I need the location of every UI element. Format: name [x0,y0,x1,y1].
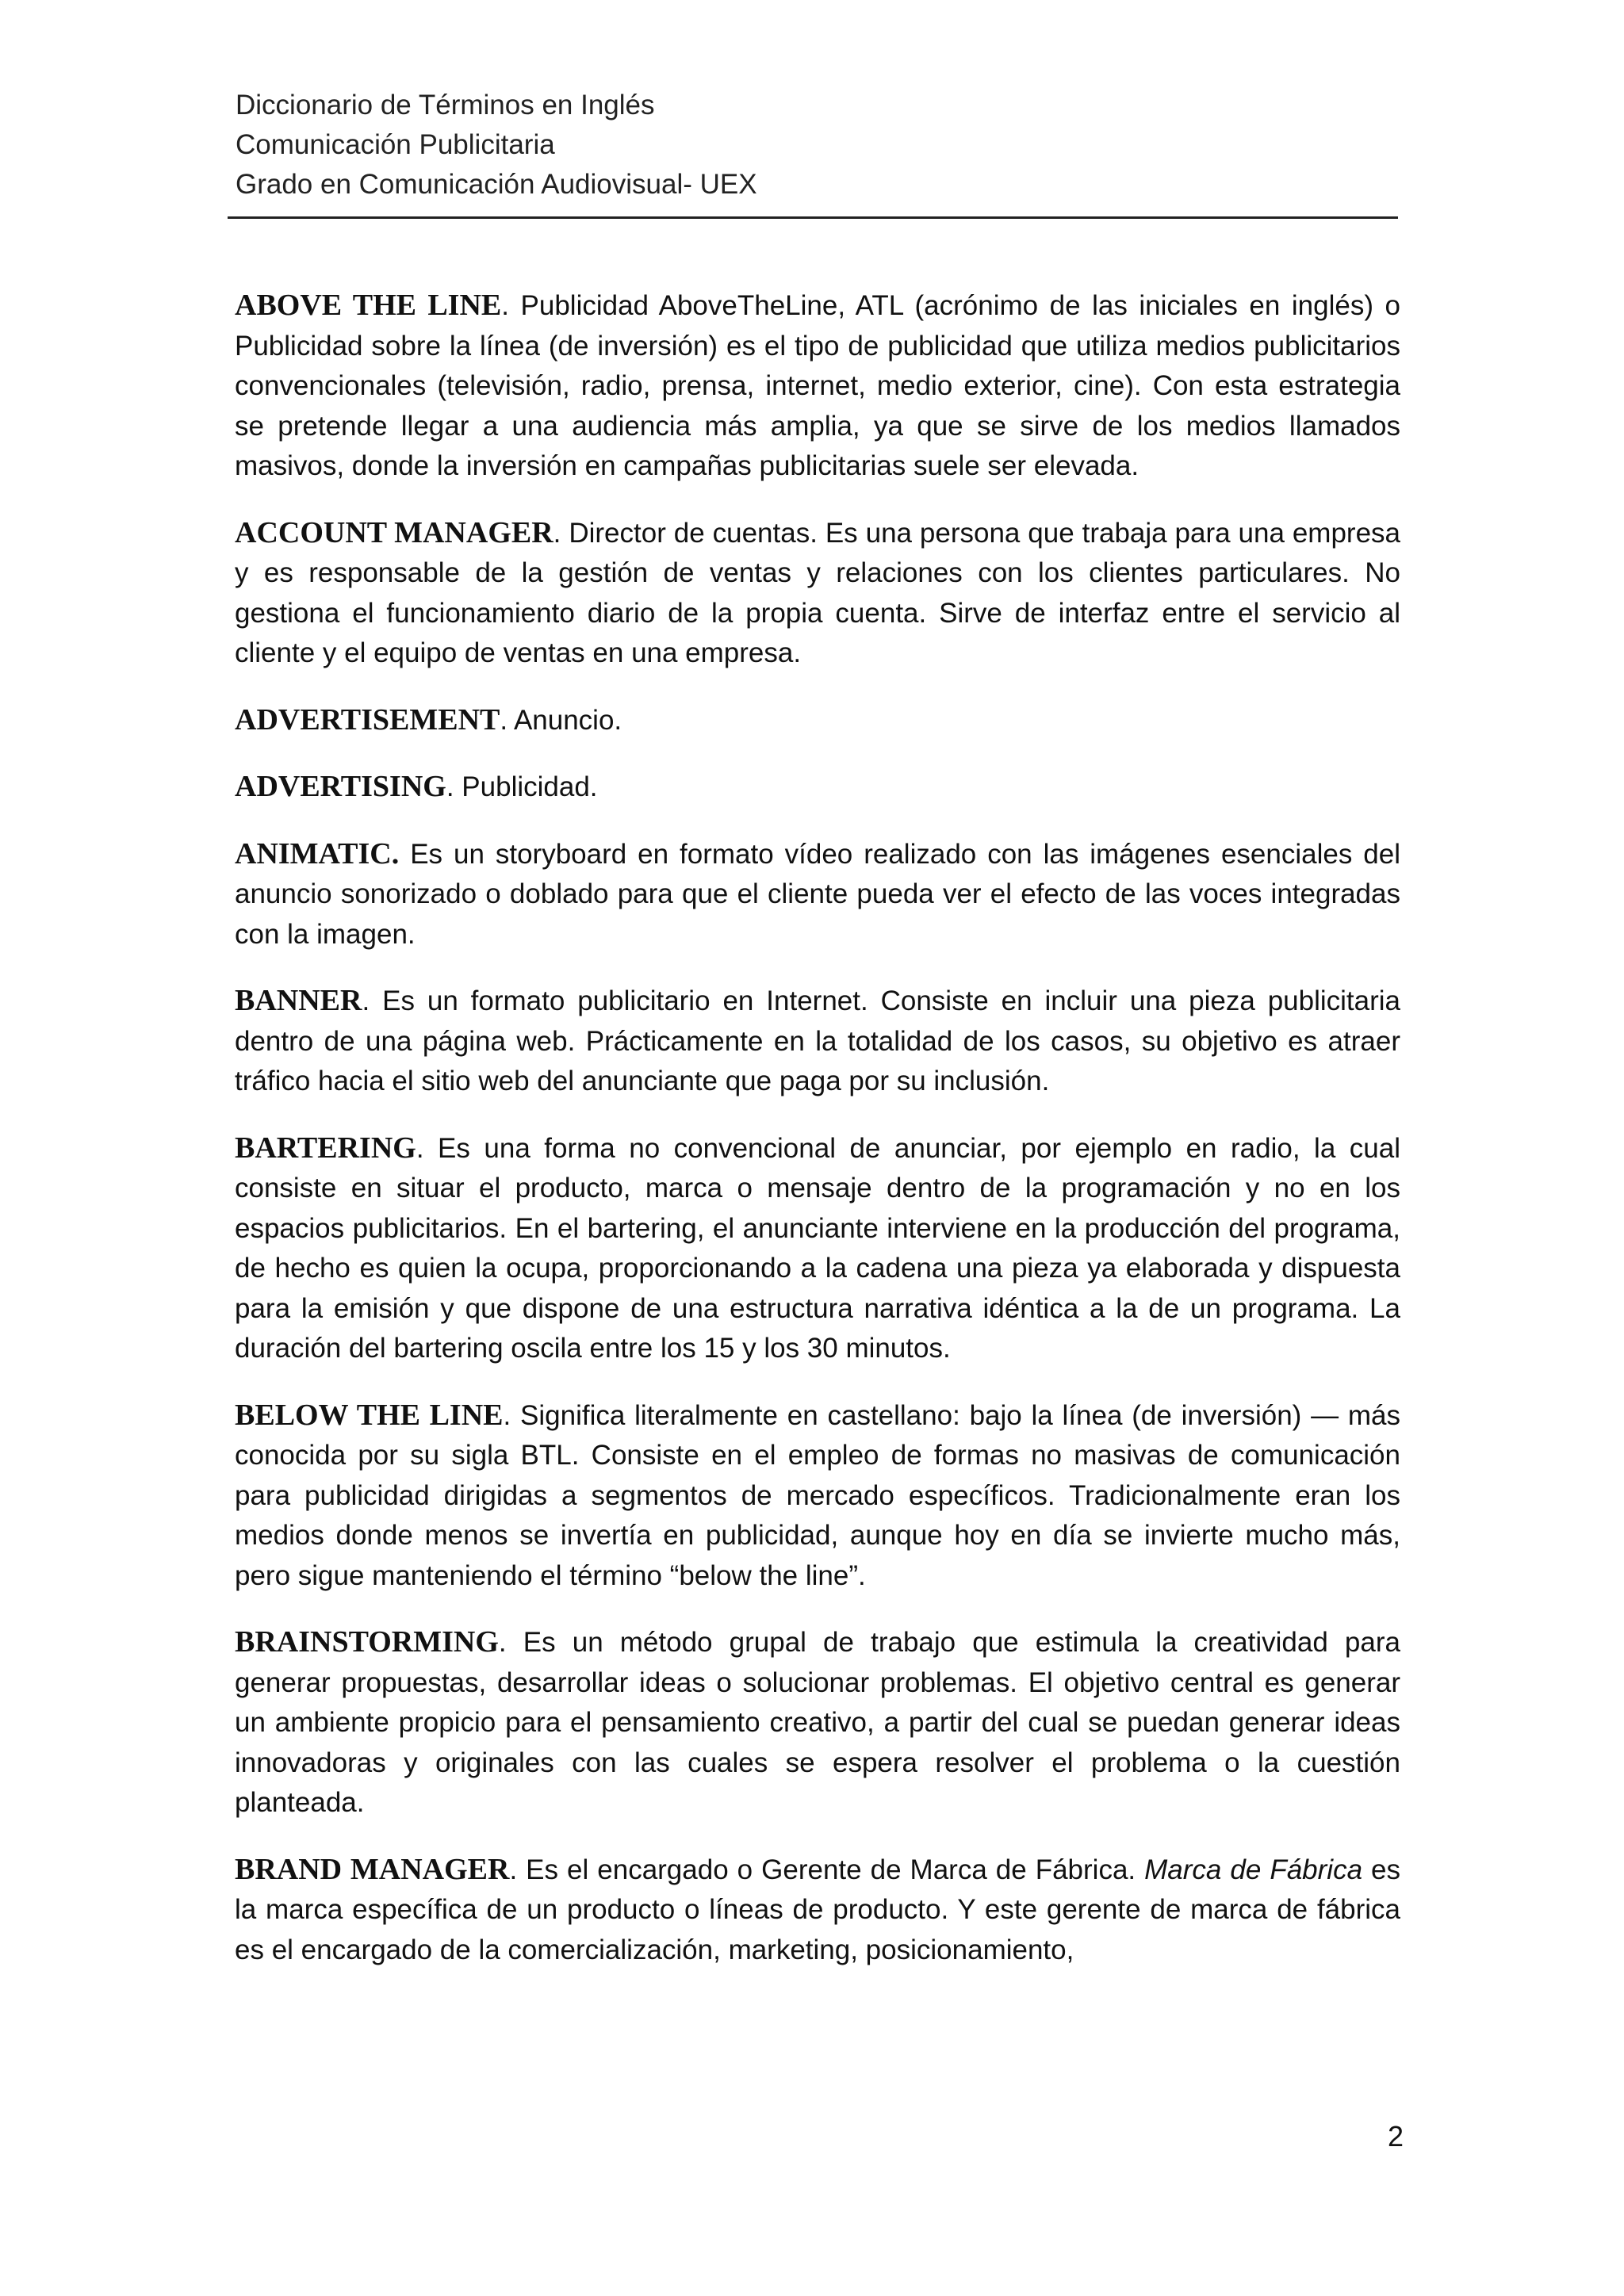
glossary-term: ABOVE THE LINE [235,289,502,322]
glossary-term: BRAINSTORMING [235,1625,499,1659]
glossary-entry-advertisement [235,700,1400,741]
glossary-term: ANIMATIC. [235,836,400,871]
header-degree-name: Grado en Comunicación Audiovisual- UEX [236,169,757,200]
header-course-name: Comunicación Publicitaria [236,129,555,160]
glossary-definition-part: es la marca específica de un producto o líneas de producto. Y este gerente de marca de fábrica es el encargado de la comercialización, marketing, posicionamiento, [235,1854,1401,1965]
glossary-entry-brand-manager [235,1850,1400,1971]
glossary-entry-brainstorming [235,1622,1400,1823]
glossary-entry-advertising [235,767,1400,808]
term-separator: . [509,1854,527,1885]
term-separator: . [498,1627,523,1658]
glossary-term: BELOW THE LINE [235,1398,504,1432]
term-separator: . [503,1399,521,1431]
glossary-definition: Es un formato publicitario en Internet. Consiste en incluir una pieza publicitaria dentro de una página web. Prácticamente en la totalidad de los casos, su objetivo es atraer tráfico hacia el sitio web del anunciante que paga por su inclusión. [235,985,1400,1096]
page-header [236,86,1393,205]
glossary-entries [235,285,1400,1996]
glossary-term: BANNER [235,984,362,1017]
glossary-definition: Significa literalmente en castellano: bajo la línea (de inversión) — más conocida por su sigla BTL. Consiste en el empleo de formas no masivas de comunicación para publicidad dirigidas a segmentos de mercado específicos. Tradicionalmente eran los medios donde menos se invertía en publicidad, aunque hoy en día se invierte mucho más, pero sigue manteniendo el término “below the line”. [235,1399,1400,1591]
term-separator: . [416,1132,439,1164]
page-number: 2 [1387,2120,1404,2152]
glossary-entry-animatic [235,834,1400,955]
glossary-definition: Director de cuentas. Es una persona que trabaja para una empresa y es responsable de la gestión de ventas y relaciones con los clientes particulares. No gestiona el funcionamiento diario de la propia cuenta. Sirve de interfaz entre el servicio al cliente y el equipo de ventas en una empresa. [235,517,1401,668]
glossary-definition: Anuncio. [513,704,622,736]
glossary-term: BRAND MANAGER [235,1852,510,1886]
glossary-definition: Publicidad AboveTheLine, ATL (acrónimo de las iniciales en inglés) o Publicidad sobre la línea (de inversión) es el tipo de publicidad que utiliza medios publicitarios convencionales (televisión, radio, prensa, internet, medio exterior, cine). Con esta estrategia se pretende llegar a una audiencia más amplia, ya que se sirve de los medios llamados masivos, donde la inversión en campañas publicitarias suele ser elevada. [235,290,1400,481]
term-separator: . [500,704,514,736]
glossary-term: ADVERTISING [235,770,446,803]
glossary-definition: Es una forma no convencional de anunciar, por ejemplo en radio, la cual consiste en situar el producto, marca o mensaje dentro de la programación y no en los espacios publicitarios. En el bartering, el anunciante interviene en la producción del programa, de hecho es quien la ocupa, proporcionando a la cadena una pieza ya elaborada y dispuesta para la emisión y que dispone de una estructura narrativa idéntica a la de un programa. La duración del bartering oscila entre los 15 y los 30 minutos. [235,1132,1400,1364]
glossary-entry-banner [235,981,1400,1102]
glossary-entry-bartering [235,1128,1400,1369]
header-document-title: Diccionario de Términos en Inglés [236,90,655,121]
glossary-definition: Publicidad. [462,771,598,802]
term-separator: . [446,771,462,802]
glossary-term: ACCOUNT MANAGER [235,515,553,549]
glossary-term: ADVERTISEMENT [235,702,500,737]
header-divider [228,216,1398,219]
glossary-entry-above-the-line [235,285,1400,487]
term-separator: . [362,985,383,1016]
glossary-entry-account-manager [235,513,1400,674]
glossary-definition: Es un método grupal de trabajo que estimula la creatividad para generar propuestas, desarrollar ideas o solucionar problemas. El objetivo central es generar un ambiente propicio para el pensamiento creativo, a partir del cual se puedan generar ideas innovadoras y originales con las cuales se espera resolver el problema o la cuestión planteada. [235,1627,1400,1818]
glossary-definition-part: Es el encargado o Gerente de Marca de Fábrica. [526,1854,1145,1885]
glossary-term: BARTERING [235,1131,416,1165]
glossary-definition: Es un storyboard en formato vídeo realizado con las imágenes esenciales del anuncio sonorizado o doblado para que el cliente pueda ver el efecto de las voces integradas con la imagen. [235,838,1400,950]
glossary-entry-below-the-line [235,1395,1400,1597]
term-separator: . [501,290,521,321]
term-separator: . [553,517,569,549]
glossary-definition-emphasis: Marca de Fábrica [1144,1854,1363,1885]
term-separator [399,839,410,870]
